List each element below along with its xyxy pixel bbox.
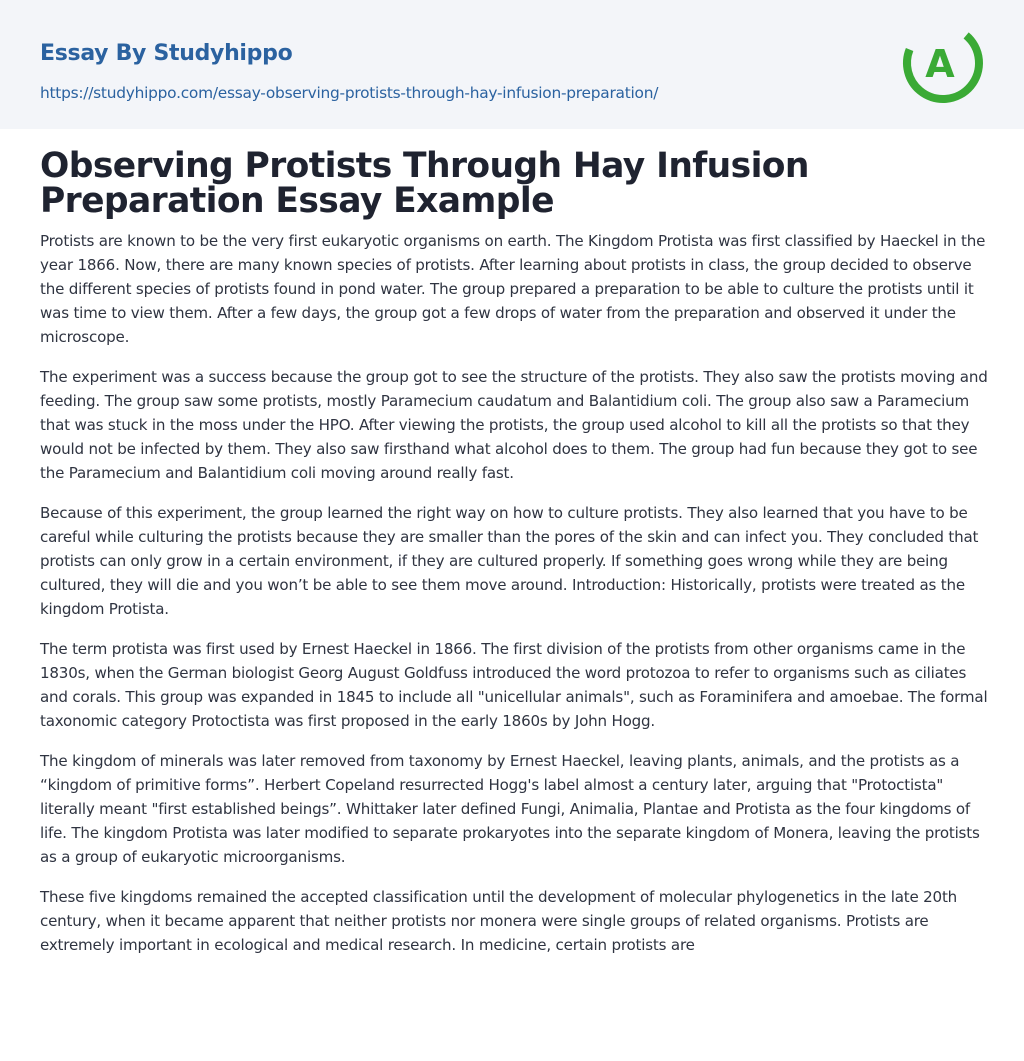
logo-letter: A — [925, 42, 955, 86]
essay-paragraph: Protists are known to be the very first eukaryotic organisms on earth. The Kingdom Protista was first classified by Haeckel in the year 1866. Now, there are many known species of protists. After learning about protists in class, the group decided to observe the different species of protists found in pond water. The group prepared a preparation to be able to culture the protists until it was time to view them. After a few days, the group got a few drops of water from the preparation and observed it under the microscope. — [40, 232, 986, 346]
site-brand-title[interactable]: Essay By Studyhippo — [40, 41, 293, 66]
essay-paragraph: The term protista was first used by Ernest Haeckel in 1866. The first division of the protists from other organisms came in the 1830s, when the German biologist Georg August Goldfuss introduced the word protozoa to refer to organisms such as ciliates and corals. This group was expanded in 1845 to include all "unicellular animals", such as Foraminifera and amoebae. The formal taxonomic category Protoctista was first proposed in the early 1860s by John Hogg. — [40, 640, 988, 730]
essay-paragraph: These five kingdoms remained the accepted classification until the development of molecular phylogenetics in the late 20th century, when it became apparent that neither protists nor monera were single groups of related organisms. Protists are extremely important in ecological and medical research. In medicine, certain protists are — [40, 888, 958, 954]
site-header — [0, 0, 1024, 129]
essay-paragraph: The kingdom of minerals was later removed from taxonomy by Ernest Haeckel, leaving plants, animals, and the protists as a “kingdom of primitive forms”. Herbert Copeland resurrected Hogg's label almost a century later, arguing that "Protoctista" literally meant "first established beings”. Whittaker later defined Fungi, Animalia, Plantae and Protista as the four kingdoms of life. The kingdom Protista was later modified to separate prokaryotes into the separate kingdom of Monera, leaving the protists as a group of eukaryotic microorganisms. — [40, 752, 980, 866]
essay-body — [40, 229, 990, 973]
essay-paragraph: Because of this experiment, the group learned the right way on how to culture protists. They also learned that you have to be careful while culturing the protists because they are smaller than the pores of the skin and can infect you. They concluded that protists can only grow in a certain environment, if they are cultured properly. If something goes wrong while they are being cultured, they will die and you won’t be able to see them move around. Introduction: Historically, protists were treated as the kingdom Protista. — [40, 504, 979, 618]
letter-a-circle-logo-icon[interactable] — [899, 19, 987, 107]
essay-title: Observing Protists Through Hay Infusion Preparation Essay Example — [40, 146, 809, 221]
essay-paragraph: The experiment was a success because the group got to see the structure of the protists. They also saw the protists moving and feeding. The group saw some protists, mostly Paramecium caudatum and Balantidium coli. The group also saw a Paramecium that was stuck in the moss under the HPO. After viewing the protists, the group used alcohol to kill all the protists so that they would not be infected by them. They also saw firsthand what alcohol does to them. The group had fun because they got to see the Paramecium and Balantidium coli moving around really fast. — [40, 368, 988, 482]
source-url-link[interactable]: https://studyhippo.com/essay-observing-protists-through-hay-infusion-preparation/ — [40, 84, 659, 102]
